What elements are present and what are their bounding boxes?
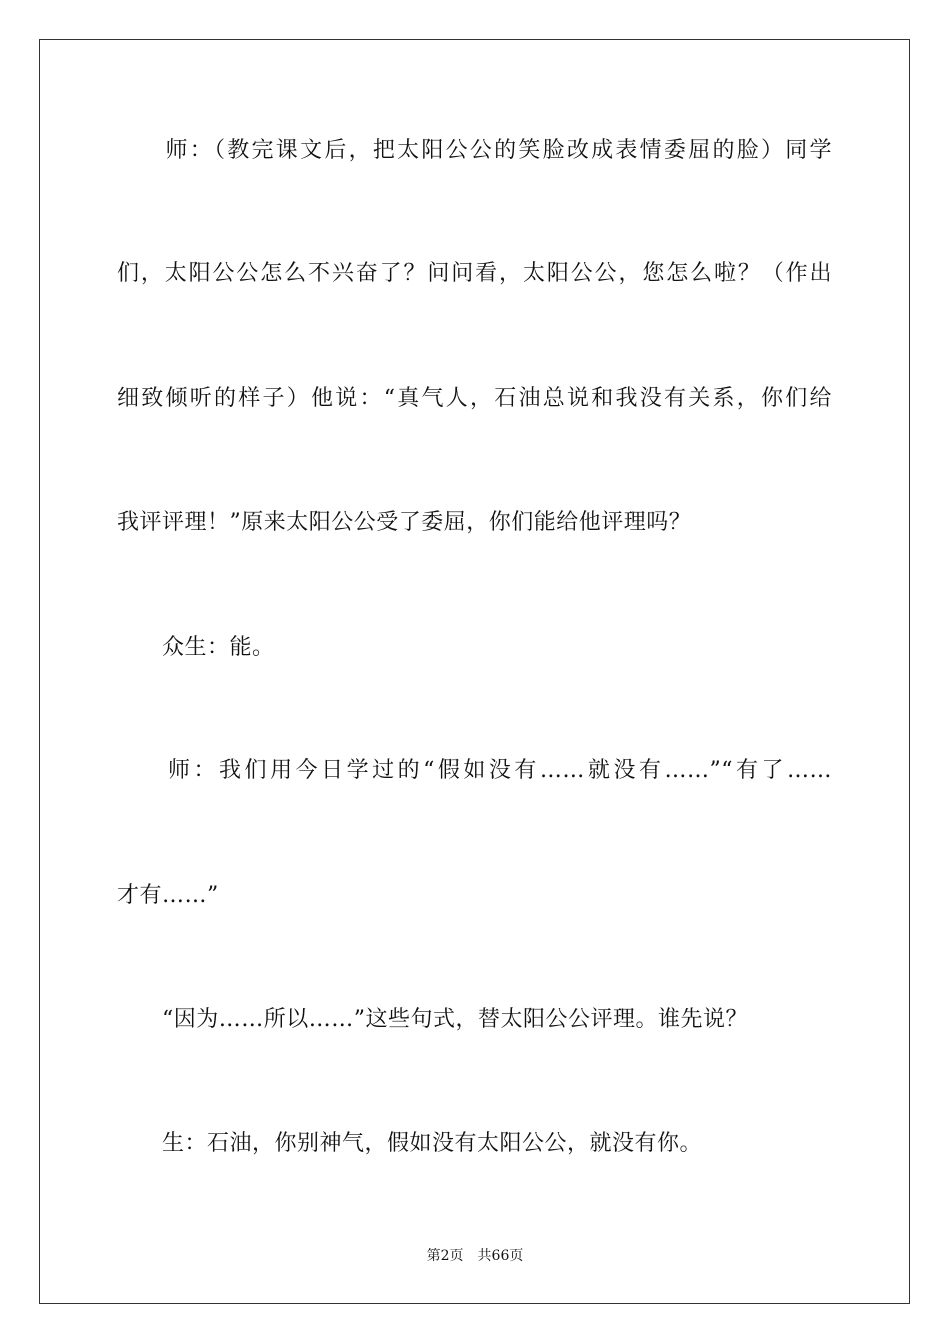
page-border	[39, 39, 910, 1304]
text-line-8: “因为……所以……”这些句式，替太阳公公评理。谁先说？	[117, 1007, 748, 1032]
text-line-2: 们，太阳公公怎么不兴奋了？问问看，太阳公公，您怎么啦？（作出	[117, 261, 832, 286]
text-line-9: 生：石油，你别神气，假如没有太阳公公，就没有你。	[117, 1131, 703, 1156]
text-line-4: 我评评理！”原来太阳公公受了委屈，你们能给他评理吗？	[117, 510, 692, 535]
text-line-1: 师：（教完课文后，把太阳公公的笑脸改成表情委屈的脸）同学	[117, 138, 832, 163]
text-line-3: 细致倾听的样子）他说：“真气人，石油总说和我没有关系，你们给	[117, 386, 832, 411]
page-number-footer: 第2页 共66页	[426, 1248, 524, 1264]
text-line-5: 众生：能。	[117, 635, 275, 660]
text-line-7: 才有……”	[117, 883, 219, 908]
text-line-6: 师：我们用今日学过的“假如没有……就没有……”“有了……	[117, 758, 832, 783]
